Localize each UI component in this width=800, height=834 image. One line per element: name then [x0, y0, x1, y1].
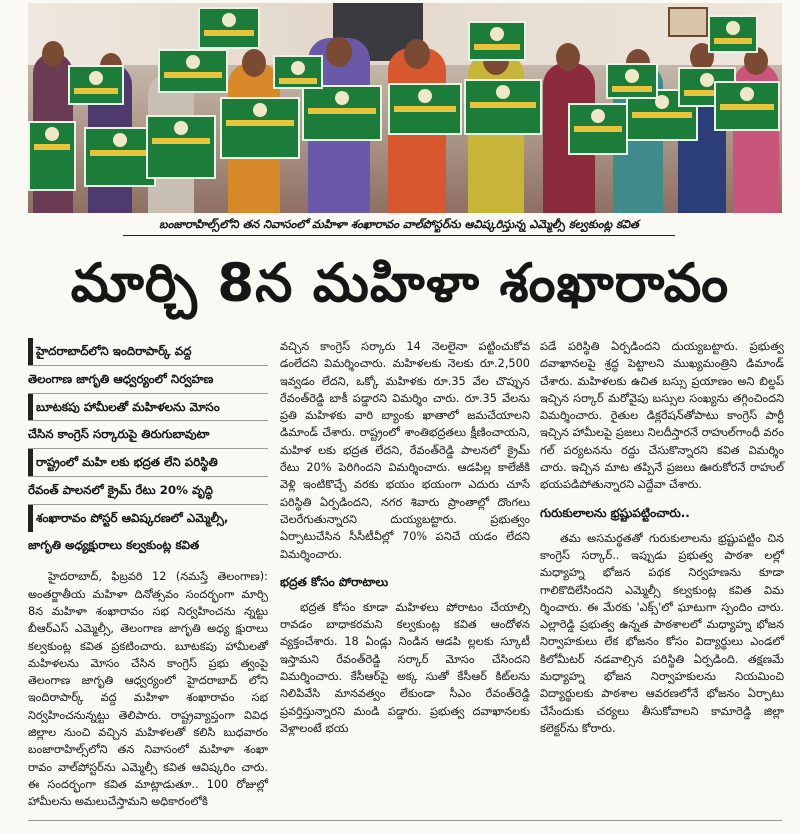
poster — [302, 85, 382, 141]
article-body — [280, 599, 530, 737]
subhead: జాగృతి అధ్యక్షురాలు కల్వకుంట్ల కవిత — [28, 537, 200, 552]
poster — [28, 121, 76, 191]
news-photo — [28, 3, 782, 213]
poster — [68, 65, 124, 105]
poster — [468, 21, 526, 61]
article-body — [540, 338, 784, 494]
poster — [146, 115, 216, 179]
poster — [606, 63, 658, 99]
photo-head — [556, 43, 580, 71]
subhead: శంఖారావం పోస్టర్‌ ఆవిష్కరణలో ఎమ్మెల్సీ, — [28, 505, 268, 532]
column-2 — [280, 338, 530, 737]
poster — [388, 83, 462, 135]
subhead: హైదరాబాద్‌లోని ఇందిరాపార్క్‌ వద్ద — [28, 338, 268, 366]
column-1 — [28, 338, 268, 811]
article-body — [280, 338, 530, 563]
poster — [714, 81, 780, 131]
subhead: తెలంగాణ జాగృతి ఆధ్వర్యంలో నిర్వహణ — [28, 366, 268, 394]
photo-head — [42, 41, 64, 67]
poster — [708, 15, 758, 53]
photo-wall-frame — [668, 7, 708, 37]
article-body — [540, 530, 784, 738]
photo-head — [326, 37, 352, 67]
headline: మార్చి 8న మహిళా శంఖారావం — [70, 253, 730, 314]
photo-head — [242, 49, 266, 77]
photo-head — [404, 39, 430, 69]
paragraph: భద్రత కోసం కూడా మహిళలు పోరాటం చేయాల్సి రావడం బాధాకరమని కల్వకుంట్ల కవిత ఆందోళన వ్యక్తంచేశారు. 18 ఏండ్లు నిండిన ఆడపి ల్లలకు స్కూటీ ఇస్తామని రేవంత్‌రెడ్డి సర్కార్‌ మోసం చేసిందని విమర్శించారు. కేసీఆర్‌పై అక్క సుతో కేసీఆర్‌ కిట్‌లను నిలిపివేసి మానవత్వం లేకుండా సీఎం రేవంత్‌రెడ్డి ప్రవర్తిస్తున్నారని మండి పడ్డారు. ప్రభుత్వ దవాఖానలకు వెళ్లాలంటే భయ — [280, 600, 530, 735]
poster — [273, 55, 323, 89]
bottom-rule — [28, 820, 782, 821]
article-body — [28, 568, 268, 810]
subhead: బూటకపు హామీలతో మహిళలను మోసం — [28, 394, 268, 422]
paragraph: హైదరాబాద్‌, ఫిబ్రవరి 12 (నమస్తే తెలంగాణ): అంతర్జాతీయ మహిళా దినోత్సవం సందర్భంగా మార్చి 8న మహిళా శంఖారావం సభ నిర్వహించను న్నట్టు బీఆర్‌ఎస్‌ ఎమ్మెల్సీ, తెలంగాణ జాగృతి అధ్య క్షురాలు కల్వకుంట్ల కవిత ప్రకటించారు. బూటకపు హామీలతో మహిళలను మోసం చేసిన కాంగ్రెస్‌ ప్రభు త్వంపై తెలంగాణ జాగృతి ఆధ్వర్యంలో హైదరాబాద్‌ లోని ఇందిరాపార్క్‌ వద్ద మహిళా శంఖారావం సభ నిర్వహించనున్నట్టు తెలిపారు. రాష్ట్రవ్యాప్తంగా వివిధ జిల్లాల నుంచి వచ్చిన మహిళలతో కలిసి బుధవారం బంజారాహిల్స్‌లోని తన నివాసంలో మహిళా శంఖా రావం వాల్‌పోస్టర్‌ను ఎమ్మెల్సీ కవిత ఆవిష్కరిం చారు. ఈ సందర్భంగా కవిత మాట్లాడుతూ.. 100 రోజుల్లో హామీలను అమలుచేస్తామని అధికారంలోకి — [28, 570, 268, 809]
subhead: చేసిన కాంగ్రెస్‌ సర్కారుపై తిరుగుబావుటా — [28, 421, 268, 449]
poster — [464, 79, 542, 135]
subhead: రేవంత్‌ పాలనలో క్రైమ్‌ రేటు 20% వృద్ధి — [28, 477, 268, 505]
section-heading: భద్రత కోసం పోరాటాలు — [280, 574, 389, 589]
section-heading: గురుకులాలను భ్రష్టుపట్టించారు.. — [540, 505, 690, 520]
paragraph: తమ అసమర్థతతో గురుకులాలను భ్రష్టుపట్టిం చిన కాంగ్రెస్‌ సర్కార్‌.. ఇప్పుడు ప్రభుత్వ పాఠశా లల్లో మధ్యాహ్న భోజన పథక నిర్వహణను కూడా గాలికొదిలేసిందని ఎమ్మెల్సీ కల్వకుంట్ల కవిత విమ ర్శించారు. ఈ మేరకు 'ఎక్స్‌'లో ఘాటుగా స్పందిం చారు. ఎల్లారెడ్డి ప్రభుత్వ ఉన్నత పాఠశాలలో మధ్యాహ్న భోజన నిర్వాహకులు లేక భోజనం కోసం విద్యార్థులు ఎండలో కిలోమీటర్‌ నడవాల్సిన పరిస్థితి ఏర్పడింది. తక్షణమే మధ్యాహ్న భోజన నిర్వాహకులను నియమించి విద్యార్థులకు పాఠశాల ఆవరణలోనే భోజనం ఏర్పాటు చేసేందుకు చర్యలు తీసుకోవాలని కామారెడ్డి జిల్లా కలెక్టర్‌ను కోరారు. — [540, 531, 784, 735]
poster — [198, 7, 260, 49]
paragraph: పడే పరిస్థితి ఏర్పడిందని దుయ్యబట్టారు. ప్రభుత్వ దవాఖానలపై శ్రద్ధ పెట్టాలని ముఖ్యమంత్రిని డిమాండ్‌ చేశారు. మహిళలకు ఉచిత బస్సు ప్రయాణం అని బిల్డప్‌ ఇచ్చిన సర్కార్‌ మరోవైపు బస్సుల సంఖ్యను తగ్గించిందని విమర్శించారు. రైతుల డిక్లరేషన్‌తోపాటు కాంగ్రెస్‌ పార్టీ ఇచ్చిన హామీలపై ప్రజలు నిలదీస్తారనే రాహుల్‌గాంధీ వరం గల్‌ పర్యటనను రద్దు చేసుకొన్నారని కవిత విమర్శిం చారు. ఇచ్చిన మాట తప్పినే ప్రజలు ఊరుకోరనే రాహుల్‌ భయపడిపోతున్నారని ఎద్దేవా చేశారు. — [540, 340, 784, 492]
poster — [158, 49, 228, 93]
poster — [220, 97, 300, 159]
column-3 — [540, 338, 784, 737]
subhead: రాష్ట్రంలో మహి లకు భద్రత లేని పరిస్థితి — [28, 449, 268, 477]
paragraph: వచ్చిన కాంగ్రెస్‌ సర్కారు 14 నెలలైనా పట్టించుకోవ డంలేదని విమర్శించారు. మహిళలకు నెలకు రూ.2,500 ఇవ్వడం లేదని, ఒక్కో మహిళకు రూ.35 వేల చొప్పున రేవంత్‌రెడ్డి బాకీ పడ్డారని విమర్శిం చారు. రూ.35 వేలను ప్రతి మహిళకు వారి బ్యాంకు ఖాతాలో జమచేయాలని డిమాండ్‌ చేశారు. రాష్ట్రంలో శాంతిభద్రతలు క్షీణించాయని, మహిళ లకు భద్రత లేదని, రేవంత్‌రెడ్డి పాలనలో క్రైమ్‌ రేటు 20% పెరిగిందని విమర్శించారు. ఆడపిల్ల కాలేజీకి వెళ్లి ఇంటికొచ్చే వరకు భయం భయంగా ఎదురు చూసే పరిస్థితి ఏర్పడిందని, నగర శివారు ప్రాంతాల్లో దొంగలు చెలరేగుతున్నారని దుయ్యబట్టారు. ప్రభుత్వం ఏర్పాటుచేసిన సీసీటీవీల్లో 70% పనిచే యడం లేదని విమర్శించారు. — [280, 340, 530, 561]
photo-caption: బంజారాహిల్స్‌లోని తన నివాసంలో మహిళా శంఖారావం వాల్‌పోస్టర్‌ను ఆవిష్కరిస్తున్న ఎమ్మెల్సీ కల్వకుంట్ల కవిత — [123, 214, 675, 236]
poster — [568, 103, 628, 155]
